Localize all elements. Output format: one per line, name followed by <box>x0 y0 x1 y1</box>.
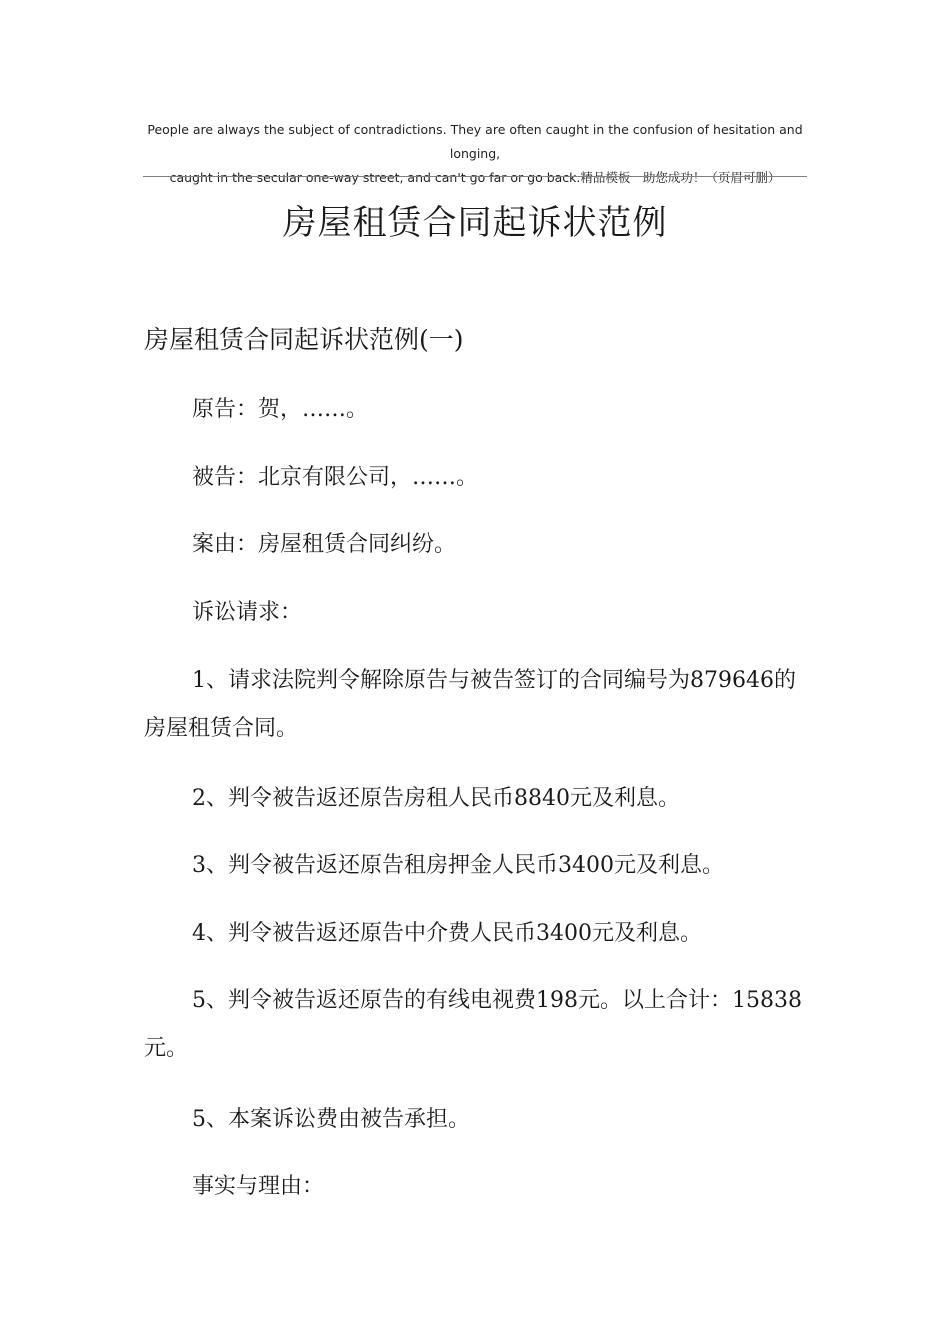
claim-item-costs: 5、本案诉讼费由被告承担。 <box>192 1107 470 1132</box>
plaintiff-paragraph: 原告：贺，……。 <box>192 397 369 422</box>
claim-item-3: 3、判令被告返还原告租房押金人民币3400元及利息。 <box>192 853 724 878</box>
cause-paragraph: 案由：房屋租赁合同纠纷。 <box>192 532 457 557</box>
claim-item-5: 5、判令被告返还原告的有线电视费198元。以上合计：15838元。 <box>144 988 802 1061</box>
defendant-paragraph: 被告：北京有限公司，……。 <box>192 465 479 490</box>
claim-item-2: 2、判令被告返还原告房租人民币8840元及利息。 <box>192 786 680 811</box>
page-header <box>143 118 807 190</box>
header-line-2: caught in the secular one-way street, and can't go far or go back.精品模板 助您成功！（页眉可删） <box>169 170 781 185</box>
claim-item-1: 1、请求法院判令解除原告与被告签订的合同编号为879646的房屋租赁合同。 <box>144 668 796 741</box>
header-line-1: People are always the subject of contradictions. They are often caught in the confusion of hesitation and longing, <box>147 122 803 161</box>
claim-item-4: 4、判令被告返还原告中介费人民币3400元及利息。 <box>192 921 702 946</box>
header-divider <box>143 176 807 177</box>
facts-heading: 事实与理由： <box>192 1174 325 1199</box>
document-title: 房屋租赁合同起诉状范例 <box>282 203 668 243</box>
claims-heading: 诉讼请求： <box>192 600 303 625</box>
section-title: 房屋租赁合同起诉状范例(一) <box>144 325 464 354</box>
